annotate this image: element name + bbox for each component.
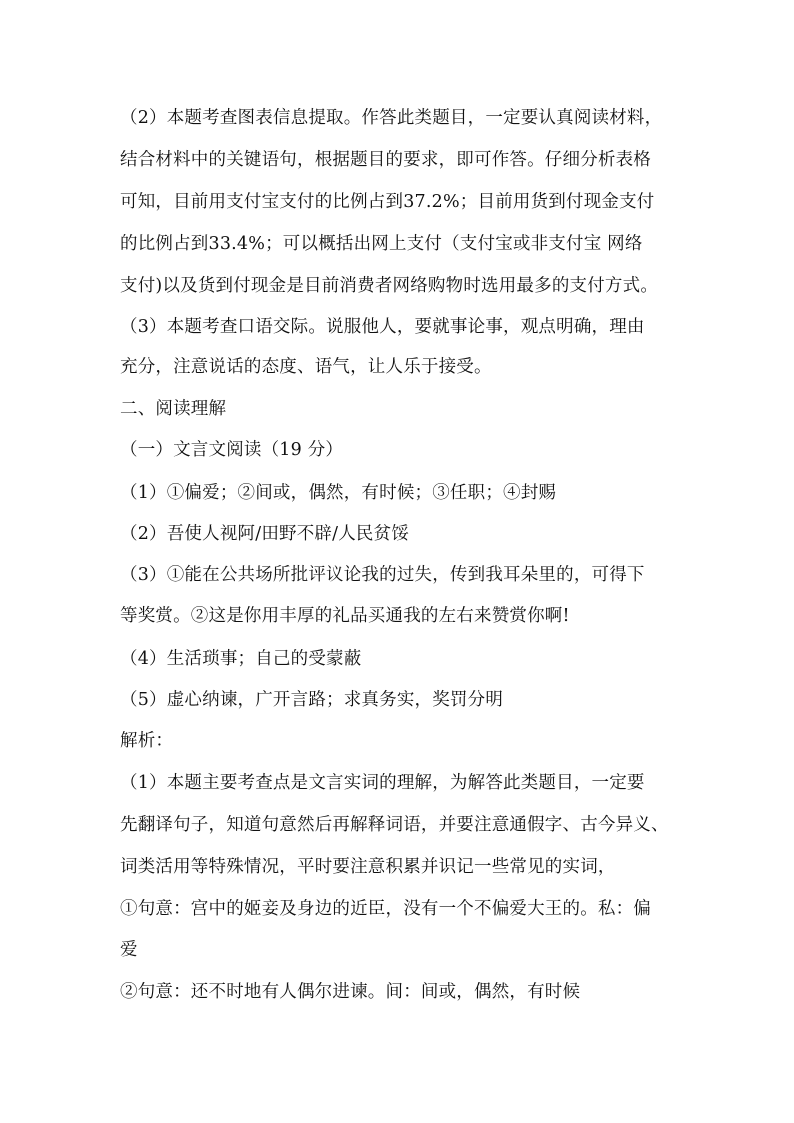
text-line: 爱 (120, 940, 138, 960)
text-line: ①句意：宫中的姬妾及身边的近臣，没有一个不偏爱大王的。私：偏 (120, 899, 651, 919)
text-line: 充分，注意说话的态度、语气，让人乐于接受。 (120, 357, 492, 377)
text-line: 的比例占到33.4%；可以概括出网上支付（支付宝或非支付宝 网络 (120, 234, 643, 254)
text-line: （4）生活琐事；自己的受蒙蔽 (120, 649, 362, 669)
text-line: 支付)以及货到付现金是目前消费者网络购物时选用最多的支付方式。 (120, 276, 659, 296)
analysis-heading: 解析： (120, 731, 174, 751)
text-line: （2）吾使人视阿/田野不辟/人民贫馁 (120, 524, 410, 544)
text-line: 等奖赏。②这是你用丰厚的礼品买通我的左右来赞赏你啊! (120, 606, 570, 626)
text-line: ②句意：还不时地有人偶尔进谏。间：间或，偶然，有时候 (120, 982, 581, 1002)
text-line: 结合材料中的关键语句，根据题目的要求，即可作答。仔细分析表格 (120, 150, 651, 170)
text-line: 可知，目前用支付宝支付的比例占到37.2%；目前用货到付现金支付 (120, 192, 655, 212)
text-line: （3）①能在公共场所批评议论我的过失，传到我耳朵里的，可得下 (120, 565, 645, 585)
subsection-heading: （一）文言文阅读（19 分） (120, 440, 344, 460)
text-line: （5）虚心纳谏，广开言路；求真务实，奖罚分明 (120, 690, 504, 710)
text-line: 先翻译句子，知道句意然后再解释词语，并要注意通假字、古今异义、 (120, 815, 669, 835)
section-heading: 二、阅读理解 (120, 399, 227, 419)
text-line: （1）本题主要考查点是文言实词的理解，为解答此类题目，一定要 (120, 773, 645, 793)
text-line: （3）本题考查口语交际。说服他人，要就事论事，观点明确，理由 (120, 317, 645, 337)
text-line: （1）①偏爱；②间或，偶然，有时候；③任职；④封赐 (120, 483, 557, 503)
text-line: （2）本题考查图表信息提取。作答此类题目，一定要认真阅读材料， (120, 108, 663, 128)
text-line: 词类活用等特殊情况，平时要注意积累并识记一些常见的实词， (120, 857, 616, 877)
